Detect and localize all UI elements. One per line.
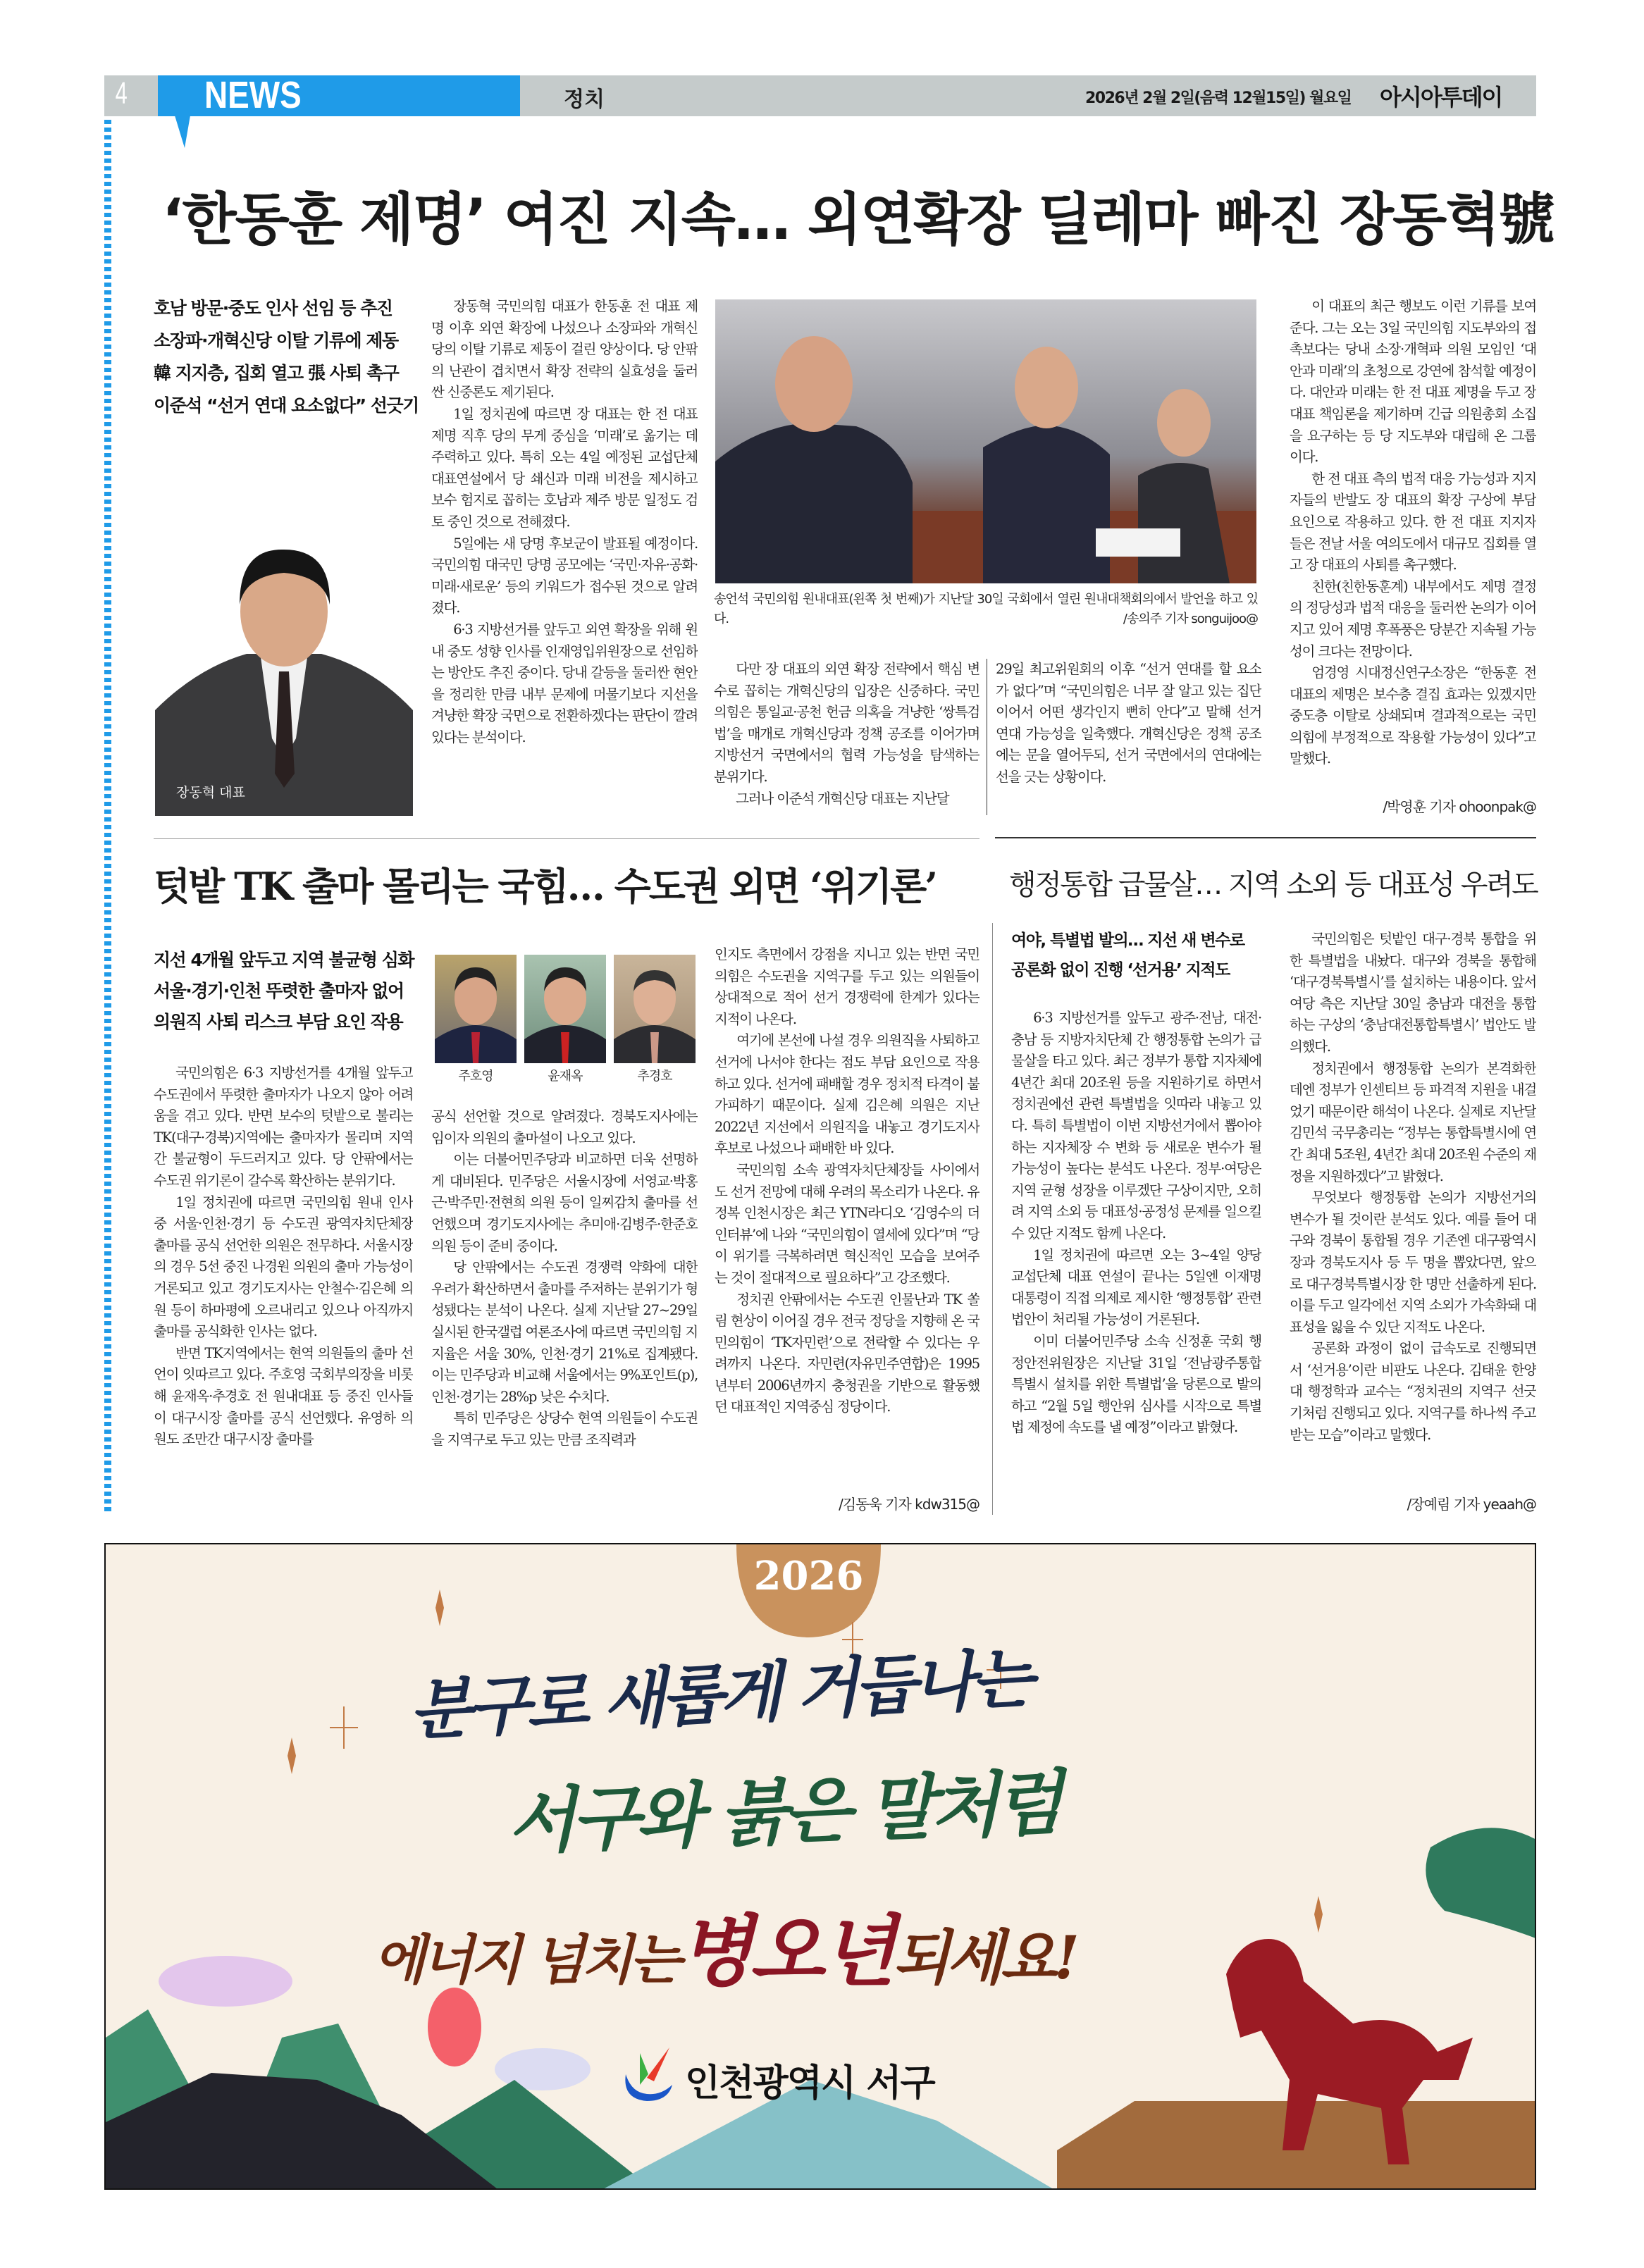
ad-advertiser: 인천광역시 서구	[685, 2062, 934, 2105]
paragraph: 이미 더불어민주당 소속 신정훈 국회 행정안전위원장은 지난달 31일 ‘전남광주통합특별시 설치를 위한 특별법’을 당론으로 발의하고 “2월 5일 행안위 심사를 시작으로 특별법 제정에 속도를 낼 예정”이라고 밝혔다.	[1011, 1332, 1261, 1436]
politician-photo	[614, 955, 696, 1063]
photo-name: 추경호	[637, 1069, 672, 1084]
merger-headline: 행정통합 급물살… 지역 소외 등 대표성 우려도	[1009, 869, 1538, 901]
person-silhouette-icon	[614, 955, 696, 1063]
paragraph: 국민의힘은 텃밭인 대구·경북 통합을 위한 특별법을 내놨다. 대구와 경북을 통합해 ‘대구경북특별시’를 설치하는 내용이다. 앞서 여당 측은 지난달 30일 충남과 대전을 통합하는 구상의 ‘충남대전통합특별시’ 법안도 발의했다.	[1290, 931, 1536, 1055]
byline: /장예림 기자 yeaah@	[1407, 1496, 1536, 1513]
issue-date: 2026년 2월 2일(음력 12월15일) 월요일	[1085, 89, 1352, 107]
article-column	[714, 659, 979, 818]
article-divider	[992, 923, 993, 1515]
photo-credit: /송의주 기자 songuijoo@	[1123, 612, 1258, 626]
tk-headline: 텃밭 TK 출마 몰리는 국힘… 수도권 외면 ‘위기론’	[154, 864, 937, 909]
paragraph: 엄경영 시대정신연구소장은 “한동훈 전 대표의 제명은 보수층 결집 효과는 있겠지만 중도층 이탈로 상쇄되며 결과적으로는 국민의힘에 부정적으로 작용할 가능성이 있다”고 말했다.	[1290, 664, 1536, 767]
paragraph: 1일 정치권에 따르면 장 대표는 한 전 대표 제명 직후 당의 무게 중심을 ‘미래’로 옮기는 데 주력하고 있다. 특히 오는 4일 예정된 교섭단체 대표연설에서 당 쇄신과 미래 비전을 제시하고 보수 험지로 꼽히는 호남과 제주 방문 일정도 검토 중인 것으로 전해졌다.	[431, 405, 698, 530]
portrait-photo	[155, 534, 413, 816]
paragraph: 5일에는 새 당명 후보군이 발표될 예정이다. 국민의힘 대국민 당명 공모에는 ‘국민·자유·공화·미래·새로운’ 등의 키워드가 접수된 것으로 알려졌다.	[431, 535, 698, 616]
article-column	[1290, 929, 1536, 1495]
paragraph: 장동혁 국민의힘 대표가 한동훈 전 대표 제명 이후 외연 확장에 나섰으나 소장파와 개혁신당의 이탈 기류로 제동이 걸린 양상이다. 당 안팎의 난관이 겹치면서 확장 전략의 실효성을 둘러싼 신중론도 제기된다.	[431, 298, 698, 401]
photo-caption: 송언석 국민의힘 원내대표(왼쪽 첫 번째)가 지난달 30일 국회에서 열린 원내대책회의에서 발언을 하고 있다.	[714, 592, 1258, 626]
section-pointer-icon	[169, 116, 197, 151]
subhead: 서울·경기·인천 뚜렷한 출마자 없어	[154, 981, 404, 1001]
paragraph: 무엇보다 행정통합 논의가 지방선거의 변수가 될 것이란 분석도 있다. 예를 들어 대구와 경북이 통합될 경우 기존엔 대구광역시장과 경북도지사 등 두 명을 뽑았다면, 앞으로 대구경북특별시장 한 명만 선출하게 된다. 이를 두고 일각에선 지역 소외가 가속화돼 대표성을 잃을 수 있단 지적도 나온다.	[1290, 1189, 1536, 1335]
advertisement	[104, 1543, 1536, 2190]
paragraph: 정치권에서 행정통합 논의가 본격화한 데엔 정부가 인센티브 등 파격적 지원을 내걸었기 때문이란 해석이 나온다. 실제로 지난달 김민석 국무총리는 “정부는 통합특별시에 연간 최대 5조원, 4년간 최대 20조원 수준의 재정을 지원하겠다”고 밝혔다.	[1290, 1060, 1536, 1184]
subhead: 의원직 사퇴 리스크 부담 요인 작용	[154, 1012, 403, 1032]
page-number-cell	[104, 75, 158, 116]
person-silhouette-icon	[524, 955, 606, 1063]
left-margin-rule	[104, 120, 111, 1515]
page-number: 4	[115, 76, 128, 111]
photo-name: 윤재옥	[548, 1069, 583, 1084]
paragraph: 이 대표의 최근 행보도 이런 기류를 보여준다. 그는 오는 3일 국민의힘 지도부와의 접촉보다는 당내 소장·개혁파 의원 모임인 ‘대안과 미래’의 초청으로 강연에 참석할 예정이다. 대안과 미래는 한 전 대표 제명을 두고 장 대표 책임론을 제기하며 긴급 의원총회 소집을 요구하는 등 당 지도부와 대립해 온 그룹이다.	[1290, 298, 1536, 466]
politician-photo	[435, 955, 517, 1063]
subhead: 이준석 “선거 연대 요소없다” 선긋기	[154, 395, 419, 416]
politician-photo	[524, 955, 606, 1063]
seogu-logo-icon	[619, 2046, 675, 2102]
subhead: 소장파·개혁신당 이탈 기류에 제동	[154, 330, 398, 351]
ad-line-3c: 되세요!	[892, 1923, 1077, 1993]
person-silhouette-icon	[155, 534, 413, 816]
paragraph: 공론화 과정이 없이 급속도로 진행되면서 ‘선거용’이란 비판도 나온다. 김태윤 한양대 행정학과 교수는 “정치권의 지역구 선긋기처럼 진행되고 있다. 지역구를 하나씩 주고받는 모습”이라고 말했다.	[1290, 1340, 1536, 1443]
paragraph: 국민의힘은 6·3 지방선거를 4개월 앞두고 수도권에서 뚜렷한 출마자가 나오지 않아 어려움을 겪고 있다. 반면 보수의 텃밭으로 불리는 TK(대구·경북)지역에는 출마자가 몰리며 지역 간 불균형이 두드러지고 있다. 당 안팎에서는 수도권 위기론이 갈수록 확산하는 분위기다.	[154, 1065, 413, 1189]
article-column	[431, 1106, 698, 1518]
article-column	[996, 659, 1261, 818]
photo-name: 주호영	[458, 1069, 493, 1084]
subhead: 공론화 없이 진행 ‘선거용’ 지적도	[1011, 961, 1230, 979]
subhead: 호남 방문·중도 인사 선임 등 추진	[154, 298, 393, 318]
paragraph: 6·3 지방선거를 앞두고 광주·전남, 대전·충남 등 지방자치단체 간 행정통합 논의가 급물살을 타고 있다. 최근 정부가 통합 지자체에 4년간 최대 20조원 등을 지원하기로 하면서 정치권에선 관련 특별법을 잇따라 내놓고 있다. 특히 특별법이 이번 지방선거에서 뽑아야 하는 지자체장 수 변화 등 새로운 변수가 될 가능성이 높다는 분석도 나온다. 정부·여당은 지역 균형 성장을 이루겠단 구상이지만, 오히려 지역 소외 등 대표성·공정성 문제를 일으킬 수 있단 지적도 함께 나온다.	[1011, 1010, 1261, 1241]
paragraph: 특히 민주당은 상당수 현역 의원들이 수도권을 지역구로 두고 있는 만큼 조직력과	[431, 1410, 698, 1448]
ad-line-2: 서구와 붉은 말처럼	[506, 1761, 1061, 1864]
article-column	[154, 1062, 413, 1518]
byline: /김동욱 기자 kdw315@	[839, 1496, 979, 1513]
subhead: 韓 지지층, 집회 열고 張 사퇴 촉구	[154, 363, 399, 383]
paragraph: 1일 정치권에 따르면 국민의힘 원내 인사 중 서울·인천·경기 등 수도권 광역자치단체장 출마를 공식 선언한 의원은 전무하다. 서울시장의 경우 5선 중진 나경원 의원의 출마 가능성이 거론되고 있고 경기도지사는 안철수·김은혜 의원 등이 하마평에 오르내리고 있으나 아직까지 출마를 공식화한 인사는 없다.	[154, 1194, 413, 1340]
main-headline: ‘한동훈 제명’ 여진 지속… 외연확장 딜레마 빠진 장동혁號	[162, 187, 1554, 252]
article-column	[1290, 296, 1536, 798]
paragraph: 1일 정치권에 따르면 오는 3~4일 양당 교섭단체 대표 연설이 끝나는 5일엔 이재명 대통령이 직접 의제로 제시한 ‘행정통합’ 관련 법안이 처리될 가능성이 거론된다.	[1011, 1246, 1261, 1328]
category-label: 정치	[564, 87, 605, 112]
ad-line-3a: 에너지 넘치는	[373, 1928, 678, 1991]
ad-year: 2026	[753, 1553, 864, 1599]
paragraph: 한 전 대표 측의 법적 대응 가능성과 지지자들의 반발도 장 대표의 확장 구상에 부담 요인으로 작용하고 있다. 한 전 대표 지지자들은 전날 서울 여의도에서 대규모 집회를 열고 장 대표의 사퇴를 촉구했다.	[1290, 470, 1536, 574]
paragraph: 공식 선언할 것으로 알려졌다. 경북도지사에는 임이자 의원의 출마설이 나오고 있다.	[431, 1108, 698, 1146]
article-column	[715, 944, 979, 1495]
ad-line-3	[373, 1890, 1076, 2001]
paragraph: 정치권 안팎에서는 수도권 인물난과 TK 쏠림 현상이 이어질 경우 전국 정당을 지향해 온 국민의힘이 ‘TK자민련’으로 전락할 수 있다는 우려까지 나온다. 자민련(자유민주연합)은 1995년부터 2006년까지 충청권을 기반으로 활동했던 대표적인 지역중심 정당이다.	[715, 1291, 979, 1415]
paragraph: 국민의힘 소속 광역자치단체장들 사이에서도 선거 전망에 대해 우려의 목소리가 나온다. 유정복 인천시장은 최근 YTN라디오 ‘김영수의 더 인터뷰’에 나와 “국민의힘이 열세에 있다”며 “당이 위기를 극복하려면 혁신적인 모습을 보여주는 것이 절대적으로 필요하다”고 강조했다.	[715, 1161, 979, 1286]
paragraph: 반면 TK지역에서는 현역 의원들의 출마 선언이 잇따르고 있다. 주호영 국회부의장을 비롯해 윤재옥·추경호 전 원내대표 등 중진 인사들이 대구시장 출마를 공식 선언했다. 유영하 의원도 조만간 대구시장 출마를	[154, 1344, 413, 1448]
paragraph: 당 안팎에서는 수도권 경쟁력 약화에 대한 우려가 확산하면서 출마를 주저하는 분위기가 형성됐다는 분석이 나온다. 실제 지난달 27~29일 실시된 한국갤럽 여론조사에 따르면 국민의힘 지지율은 서울 30%, 인천·경기 21%로 집계됐다. 이는 민주당과 비교해 서울에서는 9%포인트(p), 인천·경기는 28%p 낮은 수치다.	[431, 1259, 698, 1405]
paragraph: 그러나 이준석 개혁신당 대표는 지난달	[736, 790, 949, 807]
ad-line-1: 분구로 새롭게 거듭나는	[407, 1640, 1032, 1749]
paragraph: 여기에 본선에 나설 경우 의원직을 사퇴하고 선거에 나서야 한다는 점도 부담 요인으로 작용하고 있다. 선거에 패배할 경우 정치적 타격이 불가피하기 때문이다. 실제 김은혜 의원은 지난 2022년 지선에서 의원직을 내놓고 경기도지사 후보로 나섰으나 패배한 바 있다.	[715, 1032, 979, 1157]
section-label: NEWS	[204, 74, 302, 116]
paragraph: 6·3 지방선거를 앞두고 외연 확장을 위해 원내 중도 성향 인사를 인재영입위원장으로 선임하는 방안도 추진 중이다. 당내 갈등을 둘러싼 현안을 정리한 만큼 내부 문제에 머물기보다 지선을 겨냥한 확장 국면으로 전환하겠다는 판단이 깔려 있다는 분석이다.	[431, 621, 698, 745]
ad-line-3b: 병오년	[678, 1906, 893, 1997]
paragraph: 다만 장 대표의 외연 확장 전략에서 핵심 변수로 꼽히는 개혁신당의 입장은 신중하다. 국민의힘은 통일교·공천 헌금 의혹을 겨냥한 ‘쌍특검법’을 매개로 개혁신당과 정책 공조를 이어가며 지방선거 국면에서의 협력 가능성을 탐색하는 분위기다.	[714, 661, 979, 785]
paragraph: 인지도 측면에서 강점을 지니고 있는 반면 국민의힘은 수도권을 지역구를 두고 있는 의원들이 상대적으로 적어 선거 경쟁력에 한계가 있다는 지적이 나온다.	[715, 946, 979, 1027]
paragraph: 친한(친한동훈계) 내부에서도 제명 결정의 정당성과 법적 대응을 둘러싼 논의가 이어지고 있어 제명 후폭풍은 당분간 지속될 가능성이 크다는 전망이다.	[1290, 578, 1536, 659]
person-silhouette-icon	[435, 955, 517, 1063]
article-column	[431, 296, 698, 817]
masthead-logo: 아시아투데이	[1380, 84, 1502, 111]
paragraph: 이는 더불어민주당과 비교하면 더욱 선명하게 대비된다. 민주당은 서울시장에 서영교·박홍근·박주민·전현희 의원 등이 일찌감치 출마를 선언했으며 경기도지사에는 추미애·김병주·한준호 의원 등이 준비 중이다.	[431, 1151, 698, 1254]
byline: /박영훈 기자 ohoonpak@	[1383, 798, 1536, 815]
subhead: 여야, 특별법 발의… 지선 새 변수로	[1011, 931, 1244, 950]
section-divider	[995, 837, 1536, 838]
meeting-scene-icon	[715, 299, 1256, 583]
meeting-photo	[715, 299, 1256, 583]
subhead: 지선 4개월 앞두고 지역 불균형 심화	[154, 950, 414, 970]
paragraph: 29일 최고위원회의 이후 “선거 연대를 할 요소가 없다”며 “국민의힘은 너무 잘 알고 있는 집단이어서 어떤 생각인지 뻔히 안다”고 말해 선거 연대 가능성을 일축했다. 개혁신당은 정책 공조에는 문을 열어두되, 선거 국면에서의 연대에는 선을 긋는 상황이다.	[996, 661, 1261, 785]
article-column	[1011, 1008, 1261, 1518]
portrait-caption: 장동혁 대표	[176, 785, 245, 800]
section-divider	[154, 838, 979, 839]
